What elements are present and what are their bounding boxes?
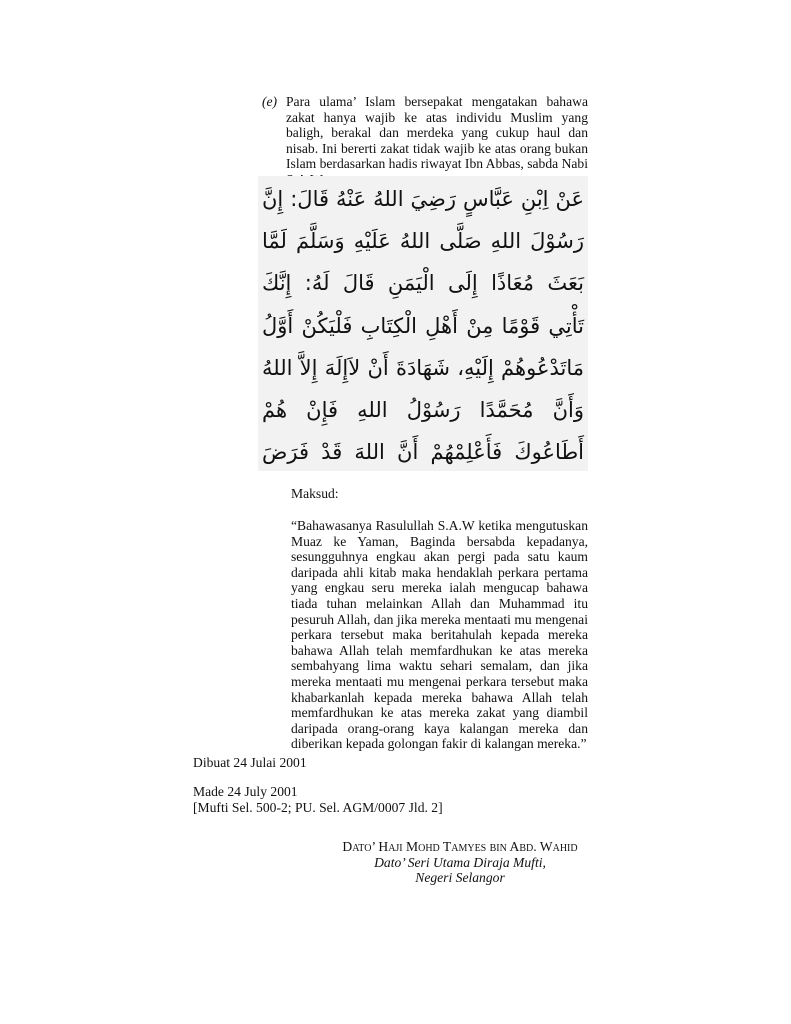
date-english: Made 24 July 2001	[193, 784, 298, 799]
date-malay: Dibuat 24 Julai 2001	[193, 755, 307, 770]
paragraph-e	[262, 94, 588, 188]
translation-quote: “Bahawasanya Rasulullah S.A.W ketika mengutuskan Muaz ke Yaman, Baginda bersabda kepadanya, sesungguhnya engkau akan pergi pada satu kaum daripada ahli kitab maka hendaklah perkara pertama yang engkau seru mereka ialah mengucap bahawa tiada tuhan melainkan Allah dan Muhammad itu pesuruh Allah, dan jika mereka mentaati mu mengenai perkara tersebut maka beritahulah kepada mereka bahawa Allah telah memfardhukan ke atas mereka sembahyang lima waktu sehari semalam, dan jika mereka mentaati mu mengenai perkara tersebut maka khabarkanlah kepada mereka bahawa Allah telah memfardhukan ke atas mereka zakat yang diambil daripada orang-orang kaya kalangan mereka dan diberikan kepada golongan fakir di kalangan mereka.”	[291, 518, 588, 752]
paragraph-e-text: Para ulama’ Islam bersepakat mengatakan bahawa zakat hanya wajib ke atas individu Muslim yang baligh, berakal dan merdeka yang cukup haul dan nisab. Ini bererti zakat tidak wajib ke atas orang bukan Islam berdasarkan hadis riwayat Ibn Abbas, sabda Nabi	[286, 94, 588, 172]
arabic-hadith-text: عَنْ اِبْنِ عَبَّاسٍ رَضِيَ اللهُ عَنْهُ قَالَ: إِنَّ رَسُوْلَ اللهِ صَلَّى اللهُ عَلَيْهِ وَسَلَّمَ لَمَّا بَعَثَ مُعَاذًا إِلَى الْيَمَنِ قَالَ لَهُ: إِنَّكَ تَأْتِي قَوْمًا مِنْ أَهْلِ الْكِتَابِ فَلْيَكُنْ أَوَّلُ مَاتَدْعُوهُمْ إِلَيْهِ، شَهَادَةَ أَنْ لاَإِلَهَ إِلاَّ اللهُ وَأَنَّ مُحَمَّدًا رَسُوْلُ اللهِ فَإِنْ هُمْ أَطَاعُوكَ فَأَعْلِمْهُمْ أَنَّ اللهَ قَدْ فَرَضَ	[258, 176, 588, 471]
reference-number: [Mufti Sel. 500-2; PU. Sel. AGM/0007 Jld. 2]	[193, 799, 443, 815]
signatory-title: Dato’ Seri Utama Diraja Mufti,	[374, 854, 546, 870]
signatory-place: Negeri Selangor	[415, 870, 505, 886]
maksud-label: Maksud:	[291, 486, 339, 501]
date-english-block	[193, 784, 443, 815]
item-marker: (e)	[262, 94, 278, 109]
signatory-name: Dato’ Haji Mohd Tamyes bin Abd. Wahid	[342, 839, 578, 854]
signature-block	[330, 839, 590, 886]
